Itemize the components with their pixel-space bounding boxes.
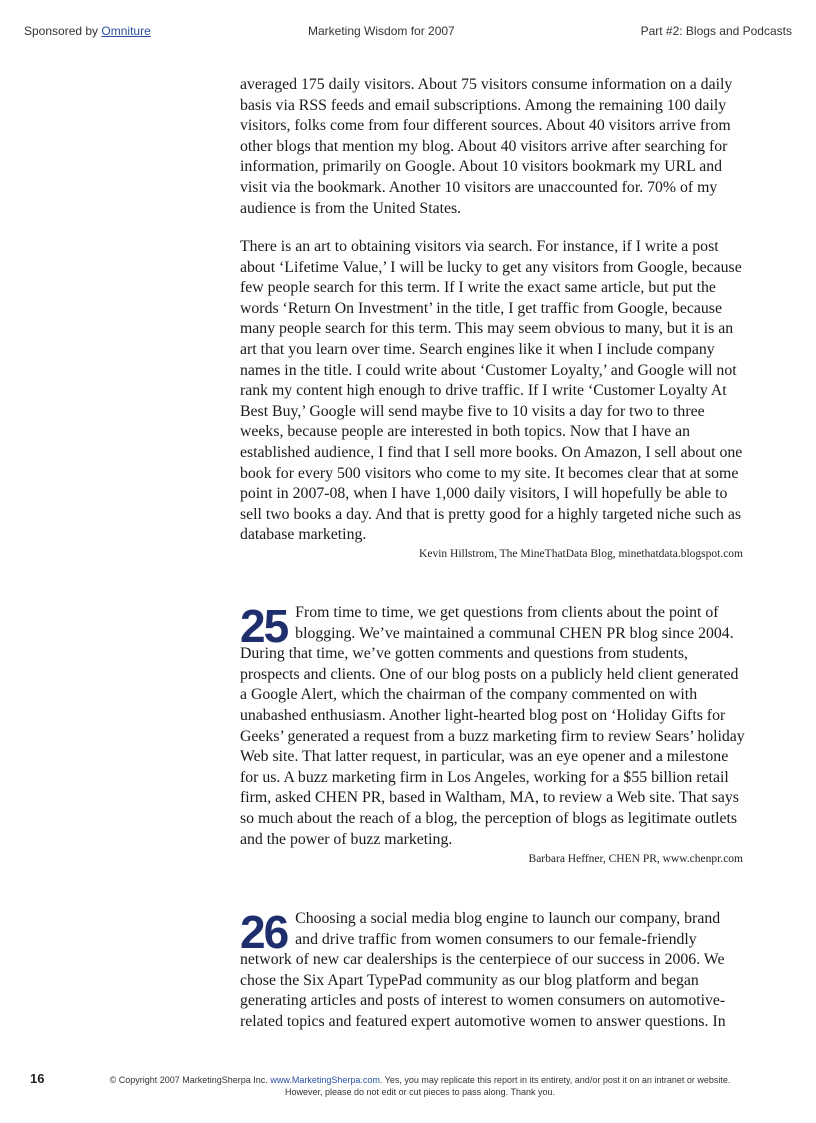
footer-link[interactable]: www.MarketingSherpa.com — [270, 1075, 380, 1085]
footer-line-2: However, please do not edit or cut pieces to pass along. Thank you. — [285, 1087, 555, 1097]
entry-26 — [240, 906, 745, 1033]
entry-number: 26 — [240, 906, 288, 958]
footer-copyright — [80, 1074, 760, 1098]
sponsor-link[interactable]: Omniture — [101, 24, 151, 38]
entry-text: From time to time, we get questions from clients about the point of blogging. We’ve maintained a communal CHEN PR blog since 2004. During that time, we’ve gotten comments and questions from students, prospects and clients. One of our blog posts on a publicly held client generated a Google Alert, which the chairman of the company commented on with unabashed enthusiasm. Another light-hearted blog post on ‘Holiday Gifts for Geeks’ generated a request from a buzz marketing firm to review Sears’ holiday Web site. That latter request, in particular, was an eye opener and a milestone for us. A buzz marketing firm in Los Angeles, working for a $55 billion retail firm, asked CHEN PR, based in Waltham, MA, to review a Web site. That says so much about the reach of a blog, the perception of blogs as legitimate outlets and the power of buzz marketing. — [240, 604, 745, 848]
entry-text: Choosing a social media blog engine to launch our company, brand and drive traffic from women consumers to our female-friendly network of new car dealerships is the centerpiece of our success in 2006. We chose the Six Apart TypePad community as our blog platform and began generating articles and posts of interest to women consumers on automotive-related topics and featured expert automotive women to answer questions. In — [240, 910, 726, 1030]
paragraph-1 — [240, 75, 745, 219]
header-sponsor — [24, 24, 151, 38]
copyright-suffix: . Yes, you may replicate this report in its entirety, and/or post it on an intranet or website. — [379, 1075, 731, 1085]
entry-number: 25 — [240, 600, 288, 652]
paragraph-2 — [240, 237, 745, 546]
copyright-prefix: © Copyright 2007 MarketingSherpa Inc. — [109, 1075, 268, 1085]
header-title: Marketing Wisdom for 2007 — [308, 24, 455, 38]
entry-25 — [240, 600, 745, 850]
paragraph-1-text: averaged 175 daily visitors. About 75 visitors consume information on a daily basis via RSS feeds and email subscriptions. Among the remaining 100 daily visitors, folks come from four different sources. About 40 visitors arrive from other blogs that mention my blog. About 40 visitors arrive after searching for information, primarily on Google. About 10 visitors bookmark my URL and visit via the bookmark. Another 10 visitors are unaccounted for. 70% of my audience is from the United States. — [240, 76, 733, 217]
sponsor-prefix: Sponsored by — [24, 24, 99, 38]
footer-line-1 — [80, 1074, 760, 1086]
attribution-heffner: Barbara Heffner, CHEN PR, www.chenpr.com — [528, 853, 743, 865]
paragraph-2-text: There is an art to obtaining visitors via search. For instance, if I write a post about ‘Lifetime Value,’ I will be lucky to get any visitors from Google, because few people search for this term. If I write the exact same article, but put the words ‘Return On Investment’ in the title, I get traffic from Google, because many people search for this term. This may seem obvious to many, but it is an art that you learn over time. Search engines like it when I include company names in the title. I could write about ‘Customer Loyalty,’ and Google will not rank my content high enough to drive traffic. If I write ‘Customer Loyalty At Best Buy,’ Google will send maybe five to 10 visits a day for two to three weeks, because people are interested in both topics. Now that I have an established audience, I find that I sell more books. On Amazon, I sell about one book for every 500 visitors who come to my site. It becomes clear that at some point in 2007-08, when I have 1,000 daily visitors, I will hopefully be able to sell two books a day. And that is pretty good for a highly targeted niche such as database marketing. — [240, 238, 743, 544]
header-section: Part #2: Blogs and Podcasts — [640, 24, 792, 38]
attribution-hillstrom: Kevin Hillstrom, The MineThatData Blog, minethatdata.blogspot.com — [419, 548, 743, 560]
page-number: 16 — [30, 1071, 45, 1086]
